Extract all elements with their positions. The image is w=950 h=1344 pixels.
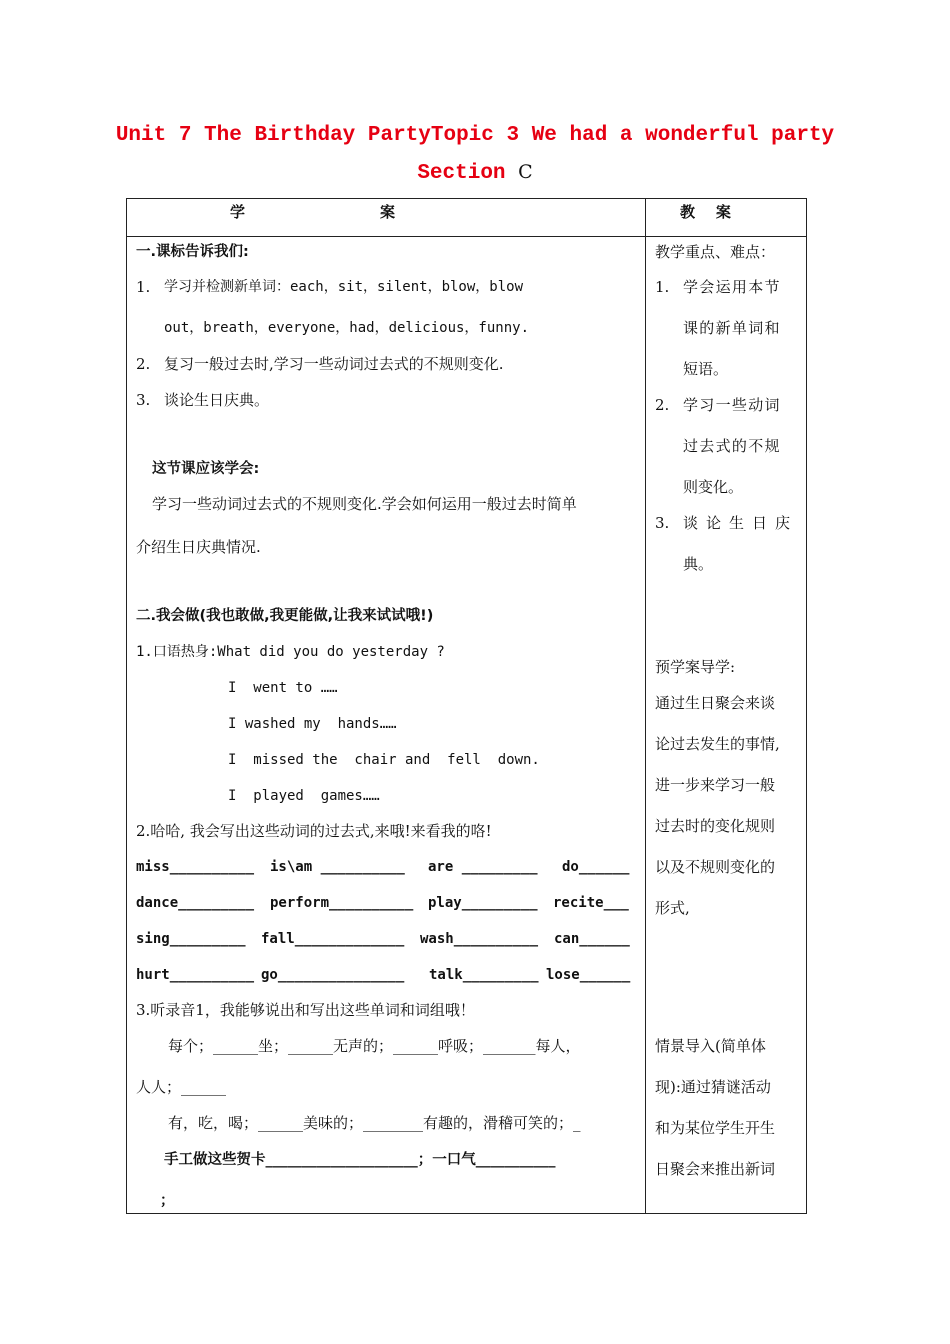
guide-line2: 论过去发生的事情, — [655, 735, 780, 753]
focus-heading: 教学重点、难点： — [655, 243, 776, 261]
q3-line1: 每个；______坐；______无声的；______呼吸；_______每人， — [168, 1037, 581, 1055]
s1-item1-num: 1. — [136, 278, 151, 296]
verb-recite: recite___ — [553, 895, 629, 911]
focus1-line1: 学会运用本节 — [683, 278, 781, 296]
focus2-line3: 则变化。 — [683, 478, 744, 496]
learn-line1: 学习一些动词过去式的不规则变化.学会如何运用一般过去时简单 — [152, 495, 577, 513]
verb-are: are _________ — [428, 859, 538, 875]
guide-line3: 进一步来学习一般 — [655, 776, 776, 794]
verb-talk: talk_________ — [429, 967, 539, 983]
focus2-line1: 学习一些动词 — [683, 396, 781, 414]
q1-answer-c: I missed the chair and fell down. — [228, 752, 540, 768]
guide-line6: 形式, — [655, 899, 690, 917]
verb-wash: wash__________ — [420, 931, 539, 947]
s1-item3: 谈论生日庆典。 — [164, 391, 270, 409]
s1-item3-num: 3. — [136, 391, 151, 409]
verb-perform: perform__________ — [270, 895, 414, 911]
verb-fall: fall_____________ — [261, 931, 405, 947]
verb-sing: sing_________ — [136, 931, 246, 947]
learn-line2: 介绍生日庆典情况. — [136, 538, 261, 556]
verb-can: can______ — [554, 931, 630, 947]
left-header-b: 案 — [380, 203, 396, 221]
subtitle-section: Section — [417, 162, 506, 185]
q1-prompt: 1.口语热身:What did you do yesterday ? — [136, 644, 445, 660]
learn-heading: 这节课应该学会: — [152, 461, 260, 477]
section1-heading: 一.课标告诉我们: — [136, 244, 249, 260]
intro-line1: 情景导入(简单体 — [655, 1037, 766, 1055]
focus3-line1: 谈论生日庆 — [683, 514, 799, 532]
q3-line3: 有，吃，喝；______美味的；________有趣的，滑稽可笑的；_ — [168, 1114, 581, 1132]
column-divider — [645, 198, 646, 1213]
verb-play: play_________ — [428, 895, 538, 911]
focus3-line2: 典。 — [683, 555, 714, 573]
q3-line2: 人人；______ — [136, 1078, 227, 1096]
verb-lose: lose______ — [546, 967, 631, 983]
guide-line1: 通过生日聚会来谈 — [655, 694, 776, 712]
q1-answer-b: I washed my hands…… — [228, 716, 397, 732]
focus2-num: 2. — [655, 396, 670, 414]
q3-line5: ； — [160, 1193, 175, 1209]
right-header: 教 案 — [680, 203, 731, 221]
q2-prompt: 2.哈哈, 我会写出这些动词的过去式,来哦!来看我的咯! — [136, 822, 492, 840]
focus3-num: 3. — [655, 514, 670, 532]
verb-go: go_______________ — [261, 967, 405, 983]
intro-line3: 和为某位学生开生 — [655, 1119, 776, 1137]
focus2-line2: 过去式的不规 — [683, 437, 781, 455]
q1-answer-d: I played games…… — [228, 788, 380, 804]
guide-line4: 过去时的变化规则 — [655, 817, 776, 835]
left-header-a: 学 — [230, 203, 246, 221]
subtitle-letter: C — [518, 161, 533, 183]
verb-is-am: is\am __________ — [270, 859, 405, 875]
verb-miss: miss__________ — [136, 859, 255, 875]
q3-prompt: 3.听录音1，我能够说出和写出这些单词和词组哦！ — [136, 1001, 475, 1019]
verb-do: do______ — [562, 859, 630, 875]
document-title: Unit 7 The Birthday PartyTopic 3 We had a wonderful party — [115, 124, 835, 147]
document-subtitle — [0, 161, 950, 185]
s1-item2: 复习一般过去时,学习一些动词过去式的不规则变化. — [164, 355, 504, 373]
s1-item1-line1: 学习并检测新单词：each，sit，silent，blow，blow — [164, 279, 524, 295]
verb-hurt: hurt__________ — [136, 967, 255, 983]
guide-line5: 以及不规则变化的 — [655, 858, 776, 876]
guide-heading: 预学案导学: — [655, 658, 736, 676]
section2-heading: 二.我会做(我也敢做,我更能做,让我来试试哦!) — [136, 608, 434, 624]
s1-item1-line2: out，breath，everyone，had，delicious，funny. — [164, 320, 530, 336]
focus1-line3: 短语。 — [683, 360, 729, 378]
q1-answer-a: I went to …… — [228, 680, 338, 696]
intro-line4: 日聚会来推出新词 — [655, 1160, 776, 1178]
verb-dance: dance_________ — [136, 895, 255, 911]
intro-line2: 现):通过猜谜活动 — [655, 1078, 771, 1096]
header-divider — [126, 236, 806, 237]
focus1-num: 1. — [655, 278, 670, 296]
s1-item2-num: 2. — [136, 355, 151, 373]
focus1-line2: 课的新单词和 — [683, 319, 781, 337]
q3-line4: 手工做这些贺卡_____________________；一口气___________ — [164, 1152, 556, 1168]
